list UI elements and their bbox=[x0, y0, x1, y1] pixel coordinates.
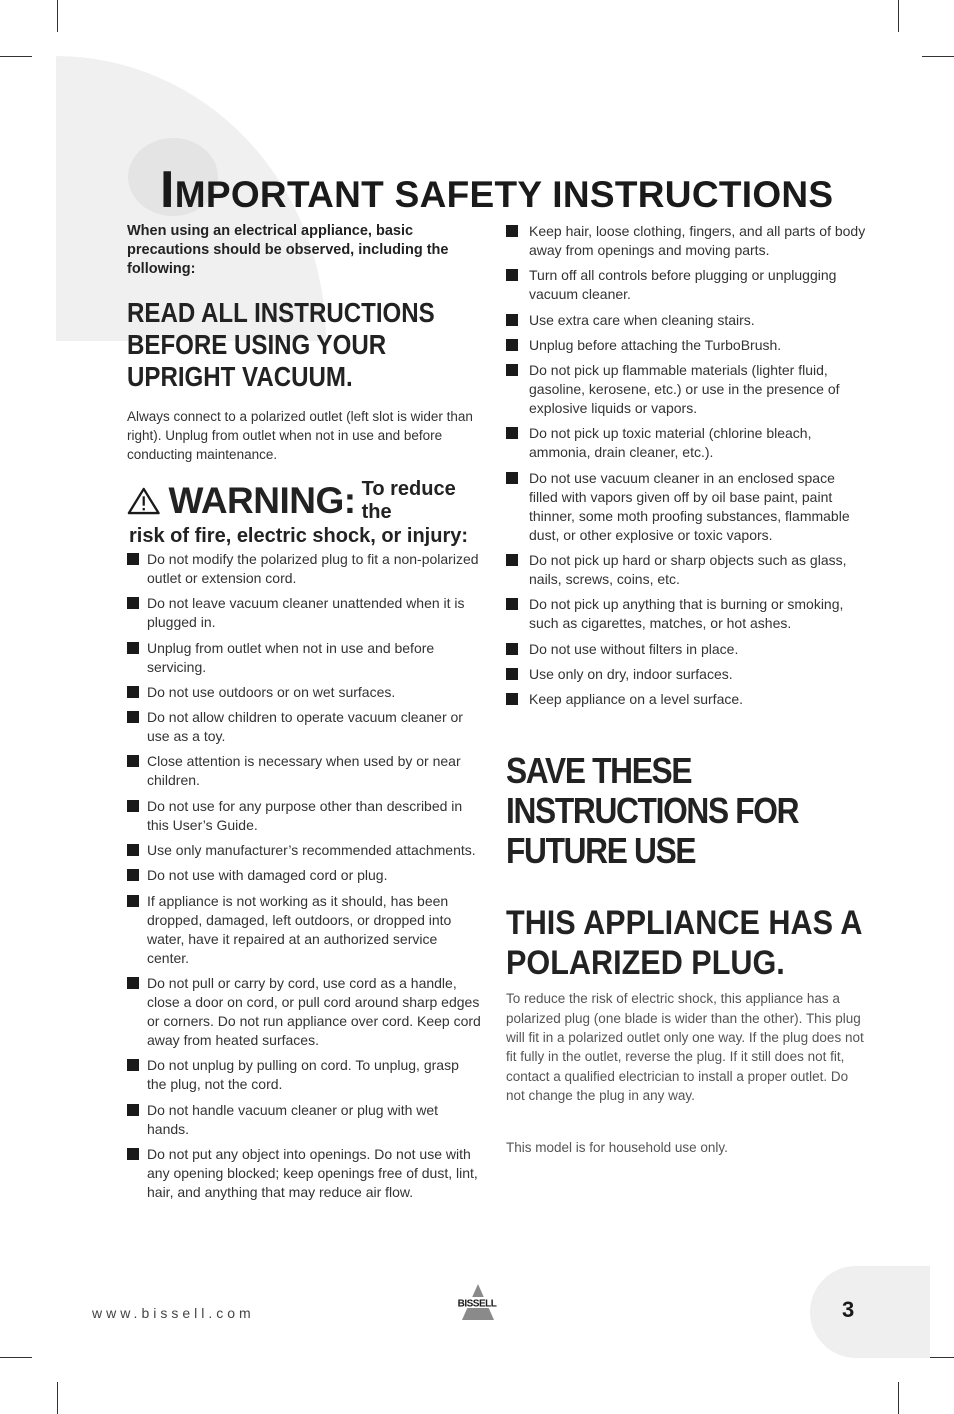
bullet-square-icon bbox=[506, 225, 518, 237]
list-item bbox=[127, 1145, 482, 1202]
list-item-text: Do not pull or carry by cord, use cord as a handle, close a door on cord, or pull cord around sharp edges or corners. Do not run appliance over cord. Keep cord away from heated surfaces. bbox=[147, 974, 481, 1048]
list-item bbox=[127, 594, 482, 632]
list-item-text: Do not use without filters in place. bbox=[529, 640, 739, 657]
left-bullet-list bbox=[127, 550, 482, 1202]
crop-mark bbox=[898, 1382, 899, 1414]
bullet-square-icon bbox=[127, 642, 139, 654]
list-item bbox=[127, 797, 482, 835]
bissell-logo bbox=[450, 1283, 506, 1323]
list-item bbox=[127, 1101, 482, 1139]
crop-mark bbox=[57, 1382, 58, 1414]
list-item bbox=[127, 841, 482, 860]
footer-url: www.bissell.com bbox=[92, 1305, 255, 1321]
list-item-text: Do not allow children to operate vacuum cleaner or use as a toy. bbox=[147, 709, 463, 745]
list-item-text: Do not use with damaged cord or plug. bbox=[147, 867, 388, 884]
bullet-square-icon bbox=[506, 427, 518, 439]
polarized-plug-text: To reduce the risk of electric shock, this appliance has a polarized plug (one blade is wider than the other). This plug will fit in a polarized outlet only one way. If the plug does not fit fully in the outlet, reverse the plug. If it still does not fit, contact a qualified electrician to install a proper outlet. Do not change the plug in any way. bbox=[506, 991, 864, 1104]
page-number-tab bbox=[810, 1266, 930, 1358]
list-item-text: Do not unplug by pulling on cord. To unplug, grasp the plug, not the cord. bbox=[147, 1057, 459, 1093]
list-item-text: Do not handle vacuum cleaner or plug with wet hands. bbox=[147, 1101, 439, 1137]
right-bullet-list bbox=[506, 222, 866, 709]
crop-mark bbox=[57, 0, 58, 32]
list-item-text: Turn off all controls before plugging or unplugging vacuum cleaner. bbox=[529, 267, 837, 303]
bullet-square-icon bbox=[127, 1059, 139, 1071]
bullet-square-icon bbox=[506, 693, 518, 705]
warning-word: WARNING: bbox=[168, 480, 356, 521]
bullet-square-icon bbox=[127, 711, 139, 723]
list-item bbox=[127, 550, 482, 588]
list-item bbox=[506, 469, 866, 545]
intro-text: When using an electrical appliance, basic precautions should be observed, including the following: bbox=[127, 223, 449, 277]
list-item-text: Unplug before attaching the TurboBrush. bbox=[529, 336, 782, 353]
list-item bbox=[506, 311, 866, 330]
read-all-heading: READ ALL INSTRUCTIONS BEFORE USING YOUR UPRIGHT VACUUM. bbox=[127, 297, 435, 392]
list-item bbox=[506, 424, 866, 462]
list-item bbox=[506, 640, 866, 659]
crop-mark bbox=[0, 56, 32, 57]
list-item-text: Do not use outdoors or on wet surfaces. bbox=[147, 683, 396, 700]
list-item bbox=[506, 361, 866, 418]
list-item-text: Use extra care when cleaning stairs. bbox=[529, 311, 755, 328]
household-note: This model is for household use only. bbox=[506, 1139, 728, 1155]
title-initial: I bbox=[160, 161, 175, 219]
bullet-square-icon bbox=[506, 643, 518, 655]
crop-mark bbox=[0, 1357, 32, 1358]
list-item bbox=[506, 595, 866, 633]
list-item-text: Do not pick up anything that is burning or smoking, such as cigarettes, matches, or hot ashes. bbox=[529, 596, 844, 632]
list-item bbox=[127, 683, 482, 702]
page-title bbox=[160, 160, 833, 220]
polarized-plug-heading: THIS APPLIANCE HAS A POLARIZED PLUG. bbox=[506, 904, 862, 983]
list-item-text: Do not leave vacuum cleaner unattended when it is plugged in. bbox=[147, 595, 465, 631]
bullet-square-icon bbox=[506, 668, 518, 680]
bullet-square-icon bbox=[506, 554, 518, 566]
bullet-square-icon bbox=[506, 364, 518, 376]
list-item-text: Do not use for any purpose other than described in this User’s Guide. bbox=[147, 797, 463, 833]
list-item-text: Do not pick up toxic material (chlorine bleach, ammonia, drain cleaner, etc.). bbox=[529, 425, 812, 461]
bullet-square-icon bbox=[127, 1148, 139, 1160]
list-item bbox=[127, 708, 482, 746]
list-item bbox=[506, 222, 866, 260]
bullet-square-icon bbox=[127, 553, 139, 565]
bullet-square-icon bbox=[506, 339, 518, 351]
list-item bbox=[127, 1056, 482, 1094]
page-number: 3 bbox=[842, 1297, 855, 1322]
list-item-text: Use only on dry, indoor surfaces. bbox=[529, 665, 733, 682]
list-item-text: Use only manufacturer’s recommended attachments. bbox=[147, 842, 476, 859]
bullet-square-icon bbox=[506, 314, 518, 326]
list-item bbox=[506, 266, 866, 304]
bullet-square-icon bbox=[506, 269, 518, 281]
list-item-text: Do not modify the polarized plug to fit a non-polarized outlet or extension cord. bbox=[147, 551, 479, 586]
list-item-text: Do not use vacuum cleaner in an enclosed space filled with vapors given off by oil base paint, paint thinner, some moth proofing substances, flammable dust, or other explosive or toxic vapors. bbox=[529, 469, 850, 543]
bullet-square-icon bbox=[127, 755, 139, 767]
list-item-text: If appliance is not working as it should, has been dropped, damaged, left outdoors, or dropped into water, have it repaired at an authorized service center. bbox=[147, 892, 452, 966]
list-item bbox=[506, 551, 866, 589]
warning-continuation: risk of fire, electric shock, or injury: bbox=[129, 525, 469, 547]
bullet-square-icon bbox=[127, 869, 139, 881]
list-item-text: Do not pick up hard or sharp objects such as glass, nails, screws, coins, etc. bbox=[529, 552, 847, 588]
list-item bbox=[127, 974, 482, 1050]
warning-icon bbox=[127, 486, 160, 516]
bullet-square-icon bbox=[506, 598, 518, 610]
list-item bbox=[506, 336, 866, 355]
list-item bbox=[506, 690, 866, 709]
bullet-square-icon bbox=[127, 844, 139, 856]
crop-mark bbox=[922, 56, 954, 57]
bullet-square-icon bbox=[127, 1104, 139, 1116]
list-item bbox=[127, 892, 482, 968]
list-item bbox=[127, 639, 482, 677]
list-item-text: Unplug from outlet when not in use and before servicing. bbox=[147, 639, 435, 675]
list-item bbox=[127, 866, 482, 885]
polarized-outlet-note: Always connect to a polarized outlet (left slot is wider than right). Unplug from outlet when not in use and before conducting maintenance. bbox=[127, 409, 473, 462]
warning-heading bbox=[127, 478, 482, 548]
bullet-square-icon bbox=[127, 977, 139, 989]
list-item-text: Do not put any object into openings. Do not use with any opening blocked; keep openings free of dust, lint, hair, and anything that may reduce air flow. bbox=[147, 1145, 478, 1200]
bullet-square-icon bbox=[127, 895, 139, 907]
warning-lead: To reduce the bbox=[361, 478, 456, 523]
save-instructions-heading: SAVE THESE INSTRUCTIONS FOR FUTURE USE bbox=[506, 750, 799, 872]
svg-text:BISSELL: BISSELL bbox=[457, 1298, 497, 1310]
list-item bbox=[127, 752, 482, 790]
bullet-square-icon bbox=[127, 686, 139, 698]
bullet-square-icon bbox=[506, 472, 518, 484]
bullet-square-icon bbox=[127, 597, 139, 609]
title-rest: MPORTANT SAFETY INSTRUCTIONS bbox=[174, 174, 834, 215]
list-item bbox=[506, 665, 866, 684]
list-item-text: Keep hair, loose clothing, fingers, and all parts of body away from openings and moving parts. bbox=[529, 223, 866, 258]
list-item-text: Keep appliance on a level surface. bbox=[529, 691, 744, 708]
right-column bbox=[506, 222, 866, 1157]
bullet-square-icon bbox=[127, 800, 139, 812]
list-item-text: Close attention is necessary when used by or near children. bbox=[147, 753, 461, 789]
crop-mark bbox=[898, 0, 899, 32]
list-item-text: Do not pick up flammable materials (lighter fluid, gasoline, kerosene, etc.) or use in the presence of explosive liquids or vapors. bbox=[529, 362, 840, 417]
left-column bbox=[127, 222, 482, 1208]
